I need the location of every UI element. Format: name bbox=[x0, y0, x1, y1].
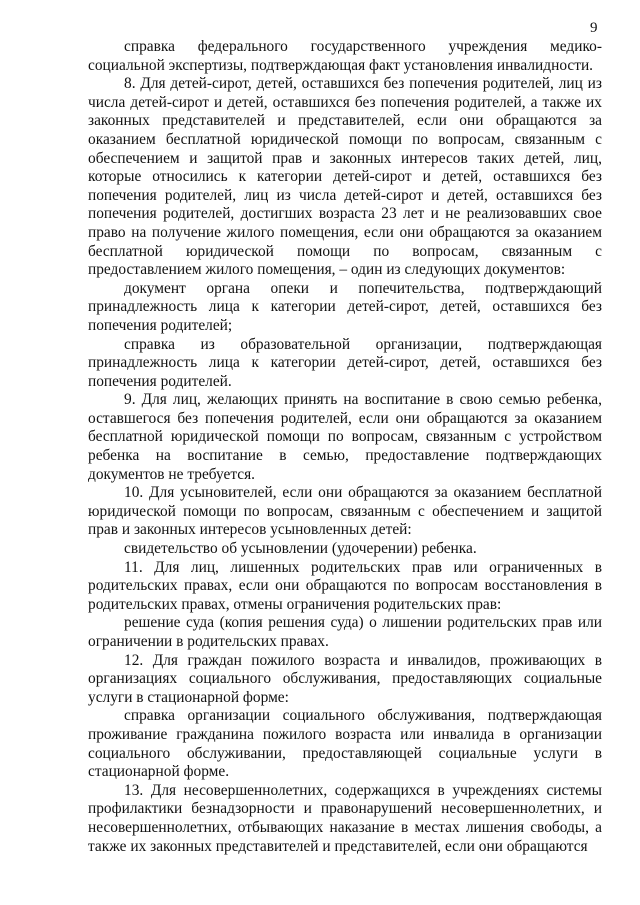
paragraph: 13. Для несовершеннолетних, содержащихся в учреждениях системы профилактики безнадзорности и правонарушений несовершеннолетних, и несовершеннолетних, отбывающих наказание в местах лишения свободы, а также их законных представителей и представителей, если они обращаются bbox=[88, 781, 602, 855]
paragraph: 11. Для лиц, лишенных родительских прав или ограниченных в родительских правах, если они обращаются по вопросам восстановления в родительских правах, отмены ограничения родительских прав: bbox=[88, 558, 602, 613]
paragraph: 9. Для лиц, желающих принять на воспитание в свою семью ребенка, оставшегося без попечения родителей, если они обращаются за оказанием бесплатной юридической помощи по вопросам, связанным с устройством ребенка на воспитание в семью, предоставление подтверждающих документов не требуется. bbox=[88, 391, 602, 483]
paragraph: свидетельство об усыновлении (удочерении) ребенка. bbox=[124, 540, 477, 558]
paragraph: справка федерального государственного учреждения медико-социальной экспертизы, подтверждающая факт установления инвалидности. bbox=[88, 38, 602, 74]
paragraph: справка из образовательной организации, подтверждающая принадлежность лица к категории детей-сирот, детей, оставшихся без попечения родителей. bbox=[88, 335, 602, 390]
paragraph: 8. Для детей-сирот, детей, оставшихся без попечения родителей, лиц из числа детей-сирот и детей, оставшихся без попечения родителей, а также их законных представителей и представителей, если они обращаются за оказанием бесплатной юридической помощи по вопросам, связанным с обеспечением и защитой прав и законных интересов таких детей, лиц, которые относились к категории детей-сирот и детей, оставшихся без попечения родителей, лиц из числа детей-сирот и детей, оставшихся без попечения родителей, достигших возраста 23 лет и не реализовавших свое право на получение жилого помещения, если они обращаются за оказанием бесплатной юридической помощи по вопросам, связанным с предоставлением жилого помещения, – один из следующих документов: bbox=[88, 75, 602, 279]
paragraph: 10. Для усыновителей, если они обращаются за оказанием бесплатной юридической помощи по вопросам, связанным с обеспечением и защитой прав и законных интересов усыновленных детей: bbox=[88, 484, 602, 539]
paragraph: документ органа опеки и попечительства, подтверждающий принадлежность лица к категории детей-сирот, детей, оставшихся без попечения родителей; bbox=[88, 279, 602, 334]
page-number: 9 bbox=[590, 20, 598, 36]
paragraph: решение суда (копия решения суда) о лишении родительских прав или ограничении в родительских правах. bbox=[88, 614, 602, 650]
paragraph: 12. Для граждан пожилого возраста и инвалидов, проживающих в организациях социального обслуживания, предоставляющих социальные услуги в стационарной форме: bbox=[88, 651, 602, 706]
paragraph: справка организации социального обслуживания, подтверждающая проживание гражданина пожилого возраста или инвалида в организации социального обслуживании, предоставляющей социальные услуги в стационарной форме. bbox=[88, 707, 602, 781]
document-body bbox=[88, 38, 602, 856]
